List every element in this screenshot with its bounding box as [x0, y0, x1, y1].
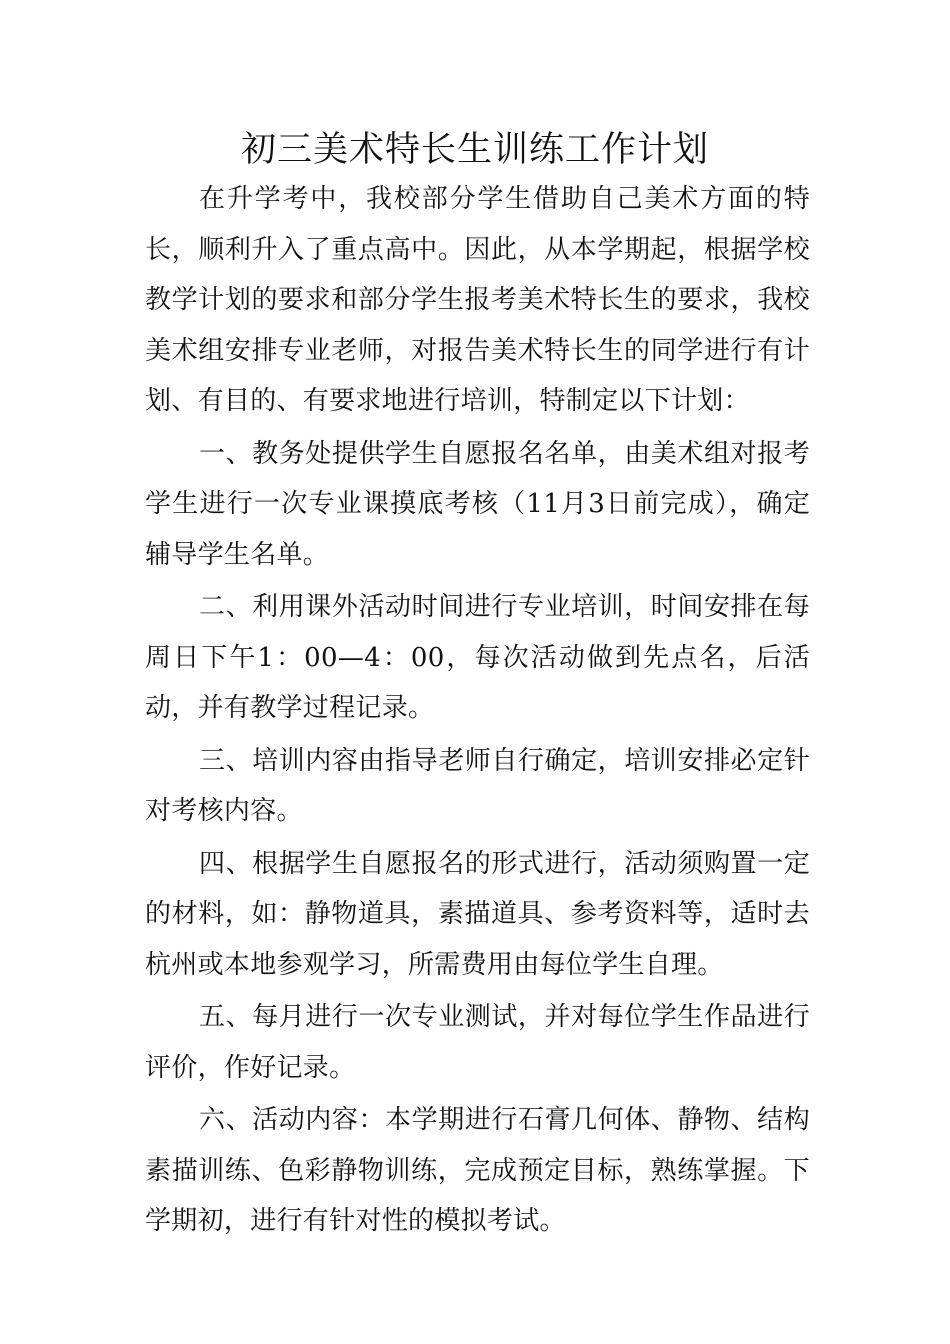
document-body: [145, 174, 810, 1249]
plan-item-4: 四、根据学生自愿报名的形式进行，活动须购置一定的材料，如：静物道具，素描道具、参考资料等，适时去杭州或本地参观学习，所需费用由每位学生自理。: [145, 848, 810, 980]
intro-paragraph: 在升学考中，我校部分学生借助自己美术方面的特长，顺利升入了重点高中。因此，从本学期起，根据学校教学计划的要求和部分学生报考美术特长生的要求，我校美术组安排专业老师，对报告美术特长生的同学进行有计划、有目的、有要求地进行培训，特制定以下计划：: [145, 184, 810, 416]
document-title: 初三美术特长生训练工作计划: [240, 130, 709, 170]
plan-item-1: 一、教务处提供学生自愿报名名单，由美术组对报考学生进行一次专业课摸底考核（11月3日前完成），确定辅导学生名单。: [145, 438, 810, 570]
plan-item-3: 三、培训内容由指导老师自行确定，培训安排必定针对考核内容。: [145, 745, 810, 826]
plan-item-6: 六、活动内容：本学期进行石膏几何体、静物、结构素描训练、色彩静物训练，完成预定目标，熟练掌握。下学期初，进行有针对性的模拟考试。: [145, 1105, 810, 1236]
plan-item-5: 五、每月进行一次专业测试，并对每位学生作品进行评价，作好记录。: [145, 1002, 810, 1083]
plan-item-2: 二、利用课外活动时间进行专业培训，时间安排在每周日下午1：00—4：00，每次活动做到先点名，后活动，并有教学过程记录。: [145, 592, 810, 723]
